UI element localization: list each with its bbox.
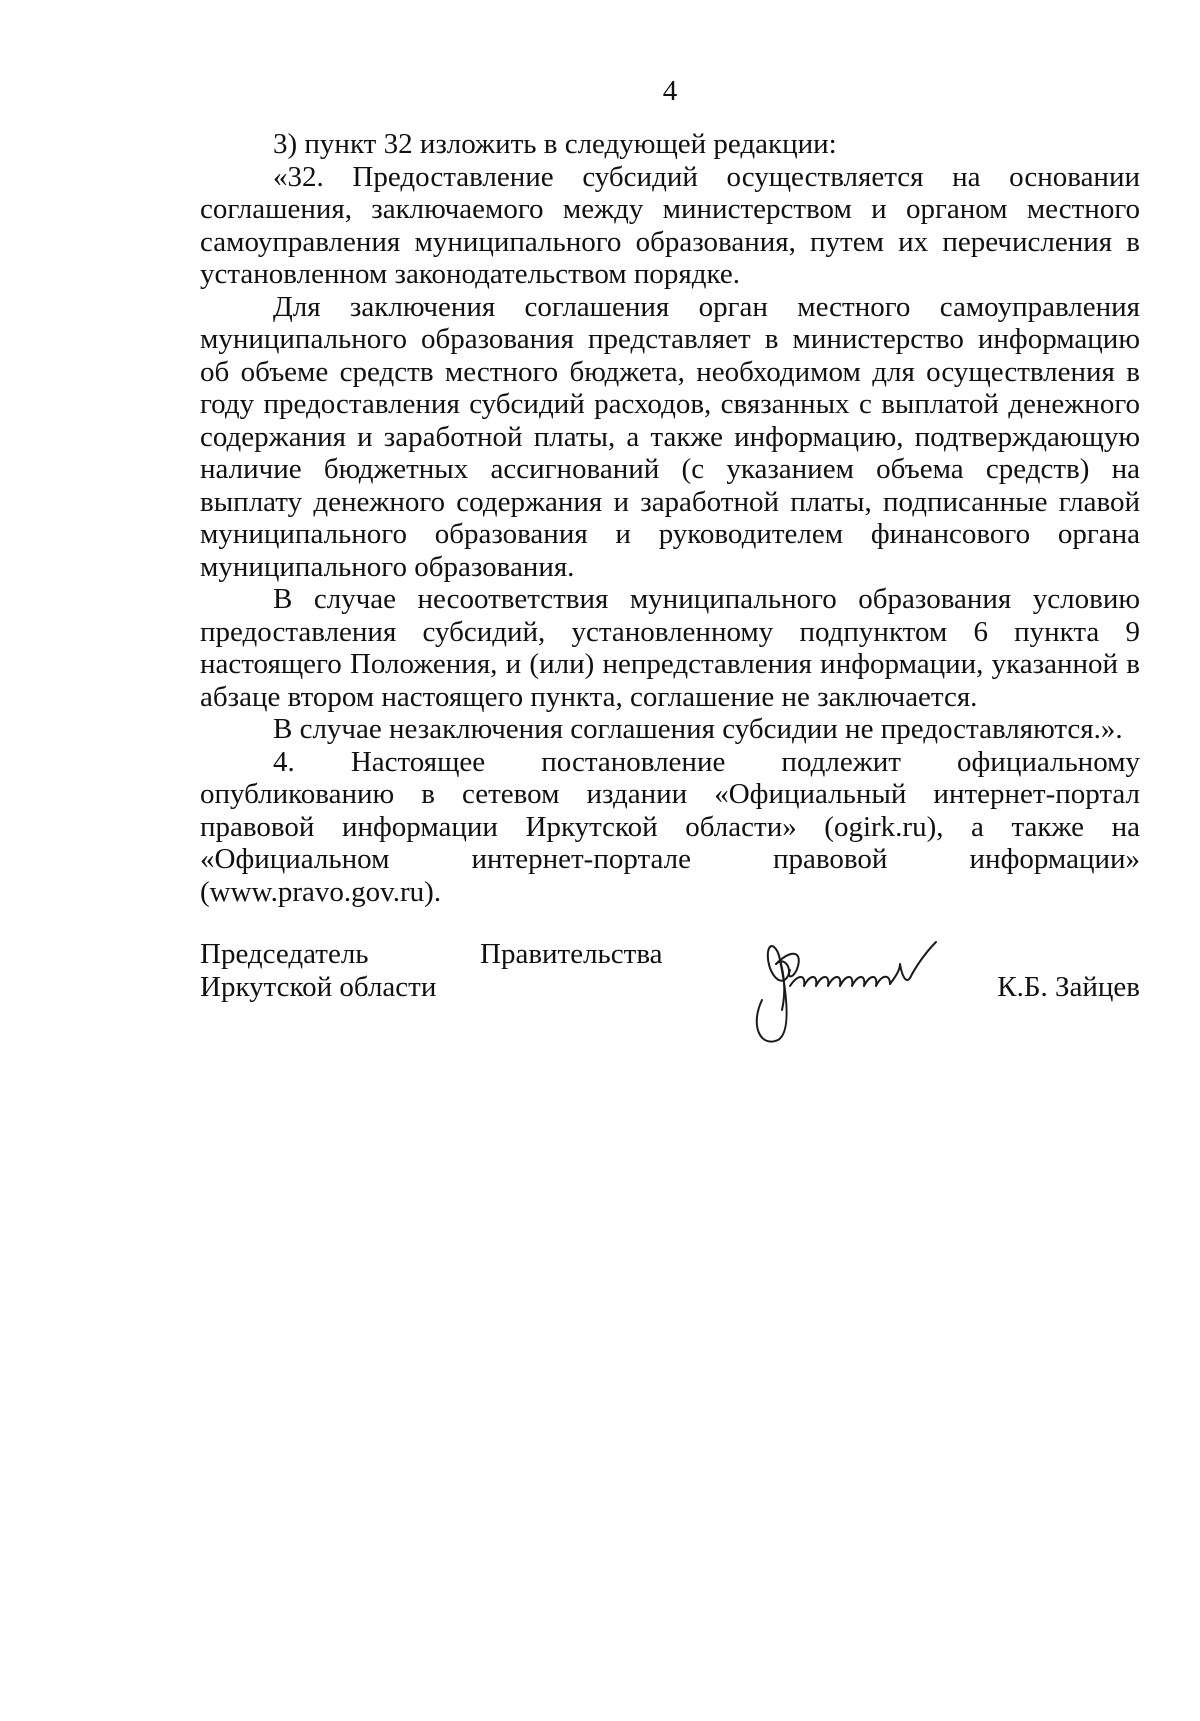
signatory-name: К.Б. Зайцев bbox=[997, 971, 1140, 1003]
signatory-position bbox=[200, 938, 460, 1004]
signature-block bbox=[200, 938, 1140, 1058]
document-body bbox=[200, 128, 1140, 908]
paragraph-item-3: 3) пункт 32 изложить в следующей редакции: bbox=[273, 128, 837, 160]
paragraph-clause-32: «32. Предоставление субсидий осуществляется на основании соглашения, заключаемого между министерством и органом местного самоуправления муниципального образования, путем их перечисления в установленном законодательством порядке. bbox=[200, 160, 1140, 290]
position-middle: Правительства bbox=[480, 938, 663, 970]
paragraph-publication: 4. Настоящее постановление подлежит официальному опубликованию в сетевом издании «Официальный интернет-портал правовой информации Иркутской области» (ogirk.ru), а также на «Официальном интернет-портале правовой информации» (www.pravo.gov.ru). bbox=[200, 745, 1140, 908]
paragraph-noncompliance: В случае несоответствия муниципального образования условию предоставления субсидий, установленному подпунктом 6 пункта 9 настоящего Положения, и (или) непредставления информации, указанной в абзаце втором настоящего пункта, соглашение не заключается. bbox=[200, 583, 1140, 713]
position-line-1: Председатель bbox=[200, 938, 369, 970]
paragraph-agreement-conditions: Для заключения соглашения орган местного самоуправления муниципального образования представляет в министерство информацию об объеме средств местного бюджета, необходимом для осуществления в году предоставления субсидий расходов, связанных с выплатой денежного содержания и заработной платы, а также информацию, подтверждающую наличие бюджетных ассигнований (с указанием объема средств) на выплату денежного содержания и заработной платы, подписанные главой муниципального образования и руководителем финансового органа муниципального образования. bbox=[200, 290, 1140, 583]
position-line-2: Иркутской области bbox=[200, 971, 437, 1003]
page-number: 4 bbox=[662, 75, 678, 107]
paragraph-no-subsidy: В случае незаключения соглашения субсидии не предоставляются.». bbox=[273, 713, 1123, 745]
handwritten-signature bbox=[740, 930, 960, 1050]
